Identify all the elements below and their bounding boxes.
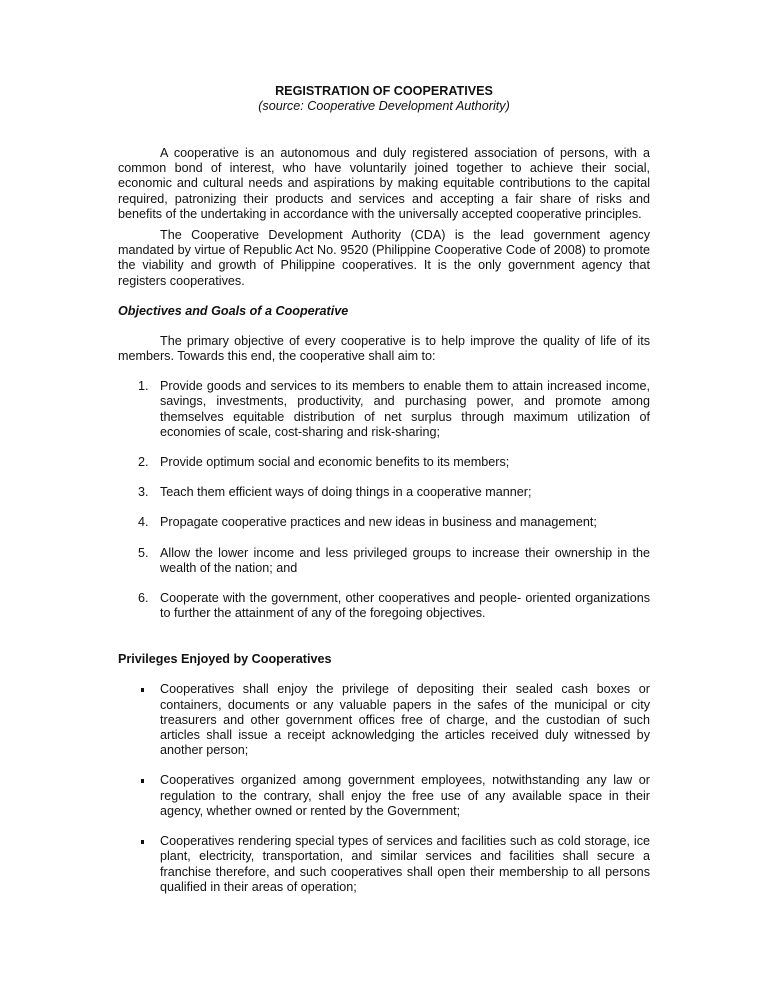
objectives-intro: The primary objective of every cooperative is to help improve the quality of life of its members. Towards this end, the cooperative shall aim to: <box>118 333 650 364</box>
page-content <box>118 84 650 910</box>
square-bullet-icon <box>141 840 144 844</box>
list-item-text: Allow the lower income and less privileged groups to increase their ownership in the wealth of the nation; and <box>160 545 650 575</box>
list-item-text: Cooperatives organized among government employees, notwithstanding any law or regulation to the contrary, shall enjoy the free use of any available space in their agency, whether owned or rented by the Government; <box>160 773 650 818</box>
list-number: 3. <box>138 485 149 500</box>
list-number: 1. <box>138 379 149 394</box>
list-number: 4. <box>138 515 149 530</box>
document-subtitle: (source: Cooperative Development Authority) <box>258 99 510 113</box>
list-item <box>118 485 650 500</box>
list-item <box>118 379 650 440</box>
list-number: 6. <box>138 591 149 606</box>
list-item-text: Provide optimum social and economic benefits to its members; <box>160 455 510 470</box>
section-heading-objectives: Objectives and Goals of a Cooperative <box>118 303 349 318</box>
square-bullet-icon <box>141 688 144 692</box>
list-item-text: Cooperatives rendering special types of services and facilities such as cold storage, ice plant, electricity, transportation, and similar services and facilities shall secure a franchise therefore, and such cooperatives shall open their membership to all persons qualified in their areas of operation; <box>160 834 650 894</box>
list-item <box>118 591 650 621</box>
list-item-text: Propagate cooperative practices and new ideas in business and management; <box>160 515 597 530</box>
list-item <box>118 773 650 819</box>
privileges-list <box>118 682 650 894</box>
list-item <box>118 834 650 895</box>
list-item-text: Cooperatives shall enjoy the privilege of depositing their sealed cash boxes or containers, documents or any valuable papers in the safes of the municipal or city treasurers and other government offices free of charge, and the custodian of such articles shall issue a receipt acknowledging the articles received duly witnessed by another person; <box>160 682 650 758</box>
list-number: 5. <box>138 545 149 560</box>
list-item <box>118 682 650 758</box>
square-bullet-icon <box>141 779 144 783</box>
list-item <box>118 546 650 576</box>
section-heading-privileges: Privileges Enjoyed by Cooperatives <box>118 652 332 667</box>
document-title: REGISTRATION OF COOPERATIVES <box>275 84 493 98</box>
intro-paragraph: A cooperative is an autonomous and duly registered association of persons, with a common bond of interest, who have voluntarily joined together to achieve their social, economic and cultural needs and aspirations by making equitable contributions to the capital required, patronizing their products and services and accepting a fair share of risks and benefits of the undertaking in accordance with the universally accepted cooperative principles. <box>118 146 650 221</box>
list-item <box>118 455 650 470</box>
list-item-text: Cooperate with the government, other cooperatives and people- oriented organizations to further the attainment of any of the foregoing objectives. <box>160 591 650 621</box>
list-number: 2. <box>138 455 149 470</box>
intro-paragraph: The Cooperative Development Authority (CDA) is the lead government agency mandated by virtue of Republic Act No. 9520 (Philippine Cooperative Code of 2008) to promote the viability and growth of Philippine cooperatives. It is the only government agency that registers cooperatives. <box>118 228 650 288</box>
objectives-list <box>118 379 650 621</box>
list-item-text: Provide goods and services to its members to enable them to attain increased income, savings, investments, productivity, and purchasing power, and promote among themselves equitable distribution of net surplus through maximum utilization of economies of scale, cost-sharing and risk-sharing; <box>160 379 650 439</box>
list-item-text: Teach them efficient ways of doing things in a cooperative manner; <box>160 485 532 500</box>
list-item <box>118 515 650 530</box>
